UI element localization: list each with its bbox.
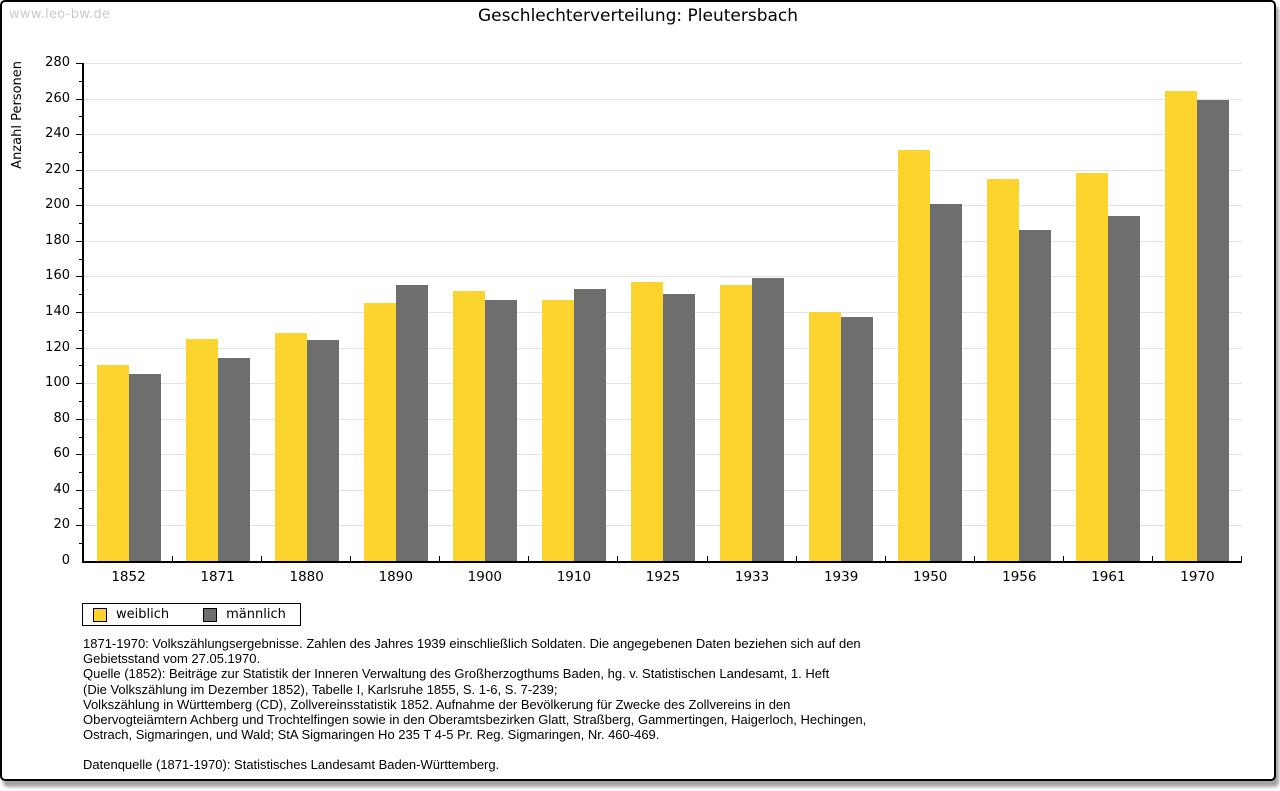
- y-tick-130: [79, 330, 82, 331]
- bar-männlich-1950: [930, 204, 962, 561]
- legend: [82, 603, 301, 626]
- x-tick-11: [1063, 556, 1064, 561]
- y-tick-220: [76, 170, 82, 171]
- note-line: Volkszählung in Württemberg (CD), Zollvereinsstatistik 1852. Aufnahme der Bevölkerung für Zwecke des Zollvereins in den: [83, 696, 791, 712]
- note-line: Gebietsstand vom 27.05.1970.: [83, 651, 261, 667]
- bar-männlich-1933: [752, 278, 784, 561]
- gridline-160: [84, 276, 1242, 277]
- bar-weiblich-1871: [186, 339, 218, 561]
- bar-männlich-1956: [1019, 230, 1051, 561]
- x-tick-1: [172, 556, 173, 561]
- y-axis-label-0: 0: [61, 553, 70, 568]
- y-axis-label-200: 200: [45, 197, 70, 213]
- note-line: Ostrach, Sigmaringen, und Wald; StA Sigmaringen Ho 235 T 4-5 Pr. Reg. Sigmaringen, Nr. 460-469.: [83, 727, 660, 743]
- y-axis-title: Anzahl Personen: [10, 61, 25, 169]
- note-line: 1871-1970: Volkszählungsergebnisse. Zahlen des Jahres 1939 einschließlich Soldaten. Die angegebenen Daten beziehen sich auf den: [83, 636, 861, 651]
- x-tick-7: [707, 556, 708, 561]
- plot-area: [45, 55, 1242, 585]
- bar-männlich-1939: [841, 317, 873, 561]
- x-tick-10: [974, 556, 975, 561]
- y-axis-label-280: 280: [45, 55, 70, 70]
- bar-weiblich-1933: [720, 285, 752, 561]
- gridline-220: [84, 170, 1242, 171]
- bar-männlich-1871: [218, 358, 250, 561]
- watermark-leo-bw: www.leo-bw.de: [9, 7, 111, 22]
- x-tick-3: [350, 556, 351, 561]
- x-axis-label-1871: 1871: [200, 569, 235, 585]
- datasource-line: Datenquelle (1871-1970): Statistisches Landesamt Baden-Württemberg.: [83, 757, 500, 773]
- bar-weiblich-1880: [275, 333, 307, 561]
- gridline-280: [84, 63, 1242, 64]
- bar-weiblich-1890: [364, 303, 396, 561]
- x-tick-2: [261, 556, 262, 561]
- y-tick-200: [76, 205, 82, 206]
- y-axis-label-40: 40: [53, 481, 70, 497]
- gridline-260: [84, 99, 1242, 100]
- bar-weiblich-1910: [542, 300, 574, 561]
- x-axis-label-1900: 1900: [467, 569, 502, 585]
- legend-item-weiblich: [93, 607, 169, 622]
- x-tick-8: [796, 556, 797, 561]
- weiblich-color-swatch-icon: [93, 608, 107, 622]
- x-axis-label-1933: 1933: [734, 569, 770, 585]
- y-tick-170: [79, 259, 82, 260]
- y-tick-60: [76, 454, 82, 455]
- y-tick-50: [79, 472, 82, 473]
- y-tick-270: [79, 81, 82, 82]
- y-axis-label-120: 120: [45, 339, 70, 355]
- y-axis-label-220: 220: [45, 161, 70, 177]
- gridline-180: [84, 241, 1242, 242]
- x-axis-label-1961: 1961: [1091, 569, 1126, 585]
- y-tick-260: [76, 99, 82, 100]
- y-axis-label-140: 140: [45, 304, 70, 319]
- x-axis-label-1890: 1890: [378, 569, 413, 585]
- y-axis-label-20: 20: [53, 517, 70, 533]
- chart-title: Geschlechterverteilung: Pleutersbach: [477, 6, 799, 26]
- legend-label-maennlich: männlich: [226, 607, 286, 622]
- y-axis-label-60: 60: [53, 446, 70, 462]
- gridline-240: [84, 134, 1242, 135]
- x-tick-6: [617, 556, 618, 561]
- bar-weiblich-1925: [631, 282, 663, 561]
- bar-weiblich-1900: [453, 291, 485, 561]
- bar-weiblich-1939: [809, 312, 841, 561]
- y-tick-250: [79, 116, 82, 117]
- y-tick-10: [79, 543, 82, 544]
- x-tick-5: [528, 556, 529, 561]
- x-axis-label-1956: 1956: [1002, 569, 1037, 585]
- y-tick-280: [76, 63, 82, 64]
- y-tick-240: [76, 134, 82, 135]
- y-tick-20: [76, 525, 82, 526]
- note-line: (Die Volkszählung im Dezember 1852), Tabelle I, Karlsruhe 1855, S. 1-6, S. 7-239;: [83, 681, 558, 697]
- legend-label-weiblich: weiblich: [116, 607, 170, 622]
- x-axis-label-1950: 1950: [913, 569, 948, 585]
- y-axis-label-260: 260: [45, 90, 70, 106]
- x-axis-label-1970: 1970: [1180, 569, 1215, 585]
- y-tick-30: [79, 508, 82, 509]
- note-line: Quelle (1852): Beiträge zur Statistik der Inneren Verwaltung des Großherzogthums Baden, hg. v. Statistischen Landesamt, 1. Heft: [83, 666, 830, 682]
- y-axis-label-240: 240: [45, 126, 70, 142]
- y-tick-110: [79, 365, 82, 366]
- y-tick-90: [79, 401, 82, 402]
- y-tick-160: [76, 276, 82, 277]
- x-tick-12: [1152, 556, 1153, 561]
- x-axis-label-1852: 1852: [111, 569, 146, 585]
- y-axis-label-160: 160: [45, 268, 70, 284]
- y-tick-190: [79, 223, 82, 224]
- bar-männlich-1970: [1197, 100, 1229, 561]
- y-tick-120: [76, 348, 82, 349]
- bar-männlich-1880: [307, 340, 339, 561]
- y-tick-140: [76, 312, 82, 313]
- bar-weiblich-1970: [1165, 91, 1197, 561]
- x-axis-label-1925: 1925: [645, 569, 681, 585]
- x-axis-label-1880: 1880: [289, 569, 324, 585]
- x-tick-4: [439, 556, 440, 561]
- bar-weiblich-1961: [1076, 173, 1108, 561]
- bar-männlich-1900: [485, 300, 517, 561]
- y-tick-80: [76, 419, 82, 420]
- x-tick-13: [1241, 556, 1242, 561]
- bar-weiblich-1950: [898, 150, 930, 561]
- bar-weiblich-1852: [97, 365, 129, 561]
- x-axis-label-1939: 1939: [823, 569, 859, 585]
- y-axis-label-180: 180: [45, 232, 70, 248]
- x-tick-9: [885, 556, 886, 561]
- bar-männlich-1890: [396, 285, 428, 561]
- x-axis-label-1910: 1910: [556, 569, 592, 585]
- source-notes: [83, 636, 866, 773]
- maennlich-color-swatch-icon: [203, 608, 217, 622]
- y-tick-70: [79, 437, 82, 438]
- y-axis-label-100: 100: [45, 375, 70, 391]
- y-tick-150: [79, 294, 82, 295]
- y-tick-100: [76, 383, 82, 384]
- gridline-200: [84, 205, 1242, 206]
- y-axis-label-80: 80: [53, 410, 70, 426]
- legend-item-maennlich: [203, 607, 286, 622]
- y-tick-230: [79, 152, 82, 153]
- bar-weiblich-1956: [987, 179, 1019, 561]
- bar-männlich-1925: [663, 294, 695, 561]
- y-tick-210: [79, 188, 82, 189]
- y-tick-40: [76, 490, 82, 491]
- bar-männlich-1961: [1108, 216, 1140, 561]
- y-tick-180: [76, 241, 82, 242]
- bar-männlich-1852: [129, 374, 161, 561]
- note-line: Obervogteiämtern Achberg und Trochtelfingen sowie in den Oberamtsbezirken Glatt, Straßberg, Gammertingen, Haigerloch, Hechingen,: [83, 712, 867, 728]
- bar-männlich-1910: [574, 289, 606, 561]
